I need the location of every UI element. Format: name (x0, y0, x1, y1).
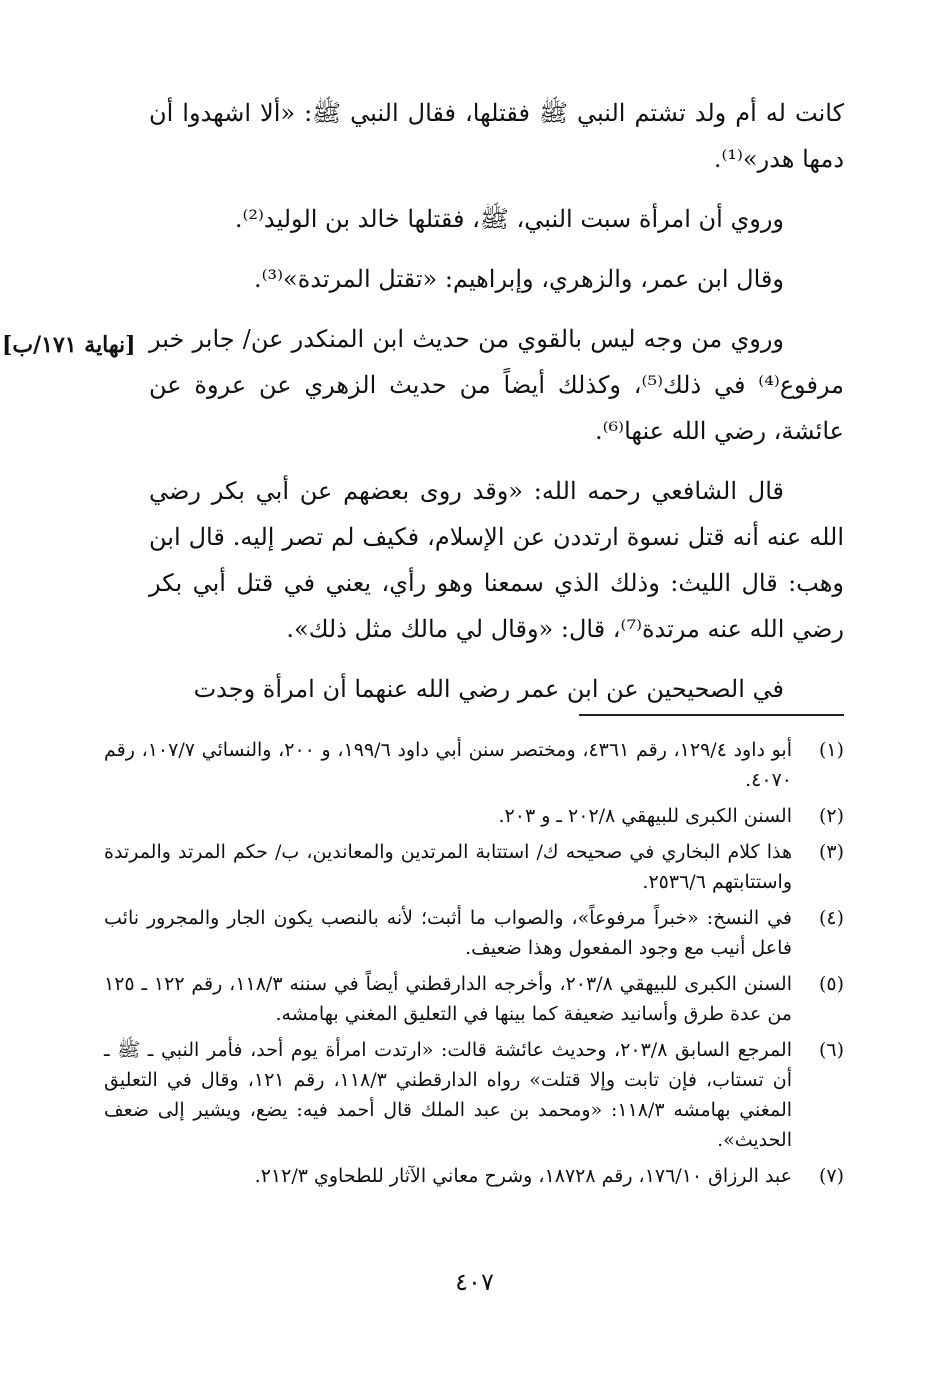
footnote-number: (٦) (818, 1039, 844, 1061)
paragraph: وقال ابن عمر، والزهري، وإبراهيم: «تقتل المرتدة»⁽³⁾. (253, 265, 784, 293)
footnote-text: في النسخ: «خبراً مرفوعاً»، والصواب ما أثبت؛ لأنه بالنصب يكون الجار والمجرور نائب فاعل أنيب مع وجود المفعول وهذا ضعيف. (104, 907, 792, 959)
margin-note: [نهاية ١٧١/ب] (2, 332, 136, 358)
paragraph: وروي من وجه ليس بالقوي من حديث ابن المنكدر عن/ جابر خبر مرفوع⁽⁴⁾ في ذلك⁽⁵⁾، وكذلك أيضاً من حديث الزهري عن عروة عن عائشة، رضي الله عنها⁽⁶⁾. (149, 325, 845, 445)
footnote (104, 1035, 844, 1155)
footnote (104, 837, 844, 897)
paragraph: في الصحيحين عن ابن عمر رضي الله عنهما أن امرأة وجدت (193, 675, 784, 703)
footnote-text: هذا كلام البخاري في صحيحه ك/ استتابة المرتدين والمعاندين، ب/ حكم المرتد والمرتدة واستتابتهم ٢٥٣٦/٦. (104, 841, 792, 893)
footnote-text: السنن الكبرى للبيهقي ٢٠٢/٨ ـ و ٢٠٣. (498, 805, 792, 827)
paragraph: قال الشافعي رحمه الله: «وقد روى بعضهم عن أبي بكر رضي الله عنه أنه قتل نسوة ارتددن عن الإسلام، فكيف لم تصر إليه. قال ابن وهب: قال الليث: وذلك الذي سمعنا وهو رأي، يعني في قتل أبي بكر رضي الله عنه مرتدة⁽⁷⁾، قال: «وقال لي مالك مثل ذلك». (149, 477, 844, 643)
footnote-text: المرجع السابق ٢٠٣/٨، وحديث عائشة قالت: «ارتدت امرأة يوم أحد، فأمر النبي ـ ﷺ ـ أن تستاب، فإن تابت وإلا قتلت» رواه الدارقطني ١١٨/٣، رقم ١٢١، وقال في التعليق المغني بهامشه ١١٨/٣: «ومحمد بن عبد الملك قال أحمد فيه: يضع، ويشير إلى ضعف الحديث». (104, 1039, 793, 1151)
footnote (104, 969, 844, 1029)
footnote (104, 801, 844, 831)
paragraph: كانت له أم ولد تشتم النبي ﷺ فقتلها، فقال النبي ﷺ: «ألا اشهدوا أن دمها هدر»⁽¹⁾. (149, 99, 844, 173)
footnote-text: السنن الكبرى للبيهقي ٢٠٣/٨، وأخرجه الدارقطني أيضاً في سننه ١١٨/٣، رقم ١٢٢ ـ ١٢٥ من عدة طرق وأسانيد ضعيفة كما بينها في التعليق المغني بهامشه. (104, 973, 792, 1025)
footnote-text: أبو داود ١٢٩/٤، رقم ٤٣٦١، ومختصر سنن أبي داود ١٩٩/٦، و ٢٠٠، والنسائي ١٠٧/٧، رقم ٤٠٧٠. (104, 739, 793, 791)
footnote-number: (٢) (818, 805, 844, 827)
footnote-number: (٥) (818, 973, 844, 995)
footnote-number: (٤) (818, 907, 844, 929)
main-text (149, 90, 844, 726)
footnote-number: (١) (818, 739, 844, 761)
footnote-divider (579, 714, 844, 716)
footnote-number: (٣) (818, 841, 844, 863)
footnote (104, 903, 844, 963)
page-number: ٤٠٧ (455, 1268, 494, 1296)
footnote (104, 1161, 844, 1191)
footnote-text: عبد الرزاق ١٧٦/١٠، رقم ١٨٧٢٨، وشرح معاني الآثار للطحاوي ٢١٢/٣. (254, 1165, 792, 1187)
footnotes (104, 735, 844, 1197)
footnote-number: (٧) (818, 1165, 844, 1187)
paragraph: وروي أن امرأة سبت النبي، ﷺ، فقتلها خالد بن الوليد⁽²⁾. (234, 205, 784, 233)
footnote (104, 735, 844, 795)
